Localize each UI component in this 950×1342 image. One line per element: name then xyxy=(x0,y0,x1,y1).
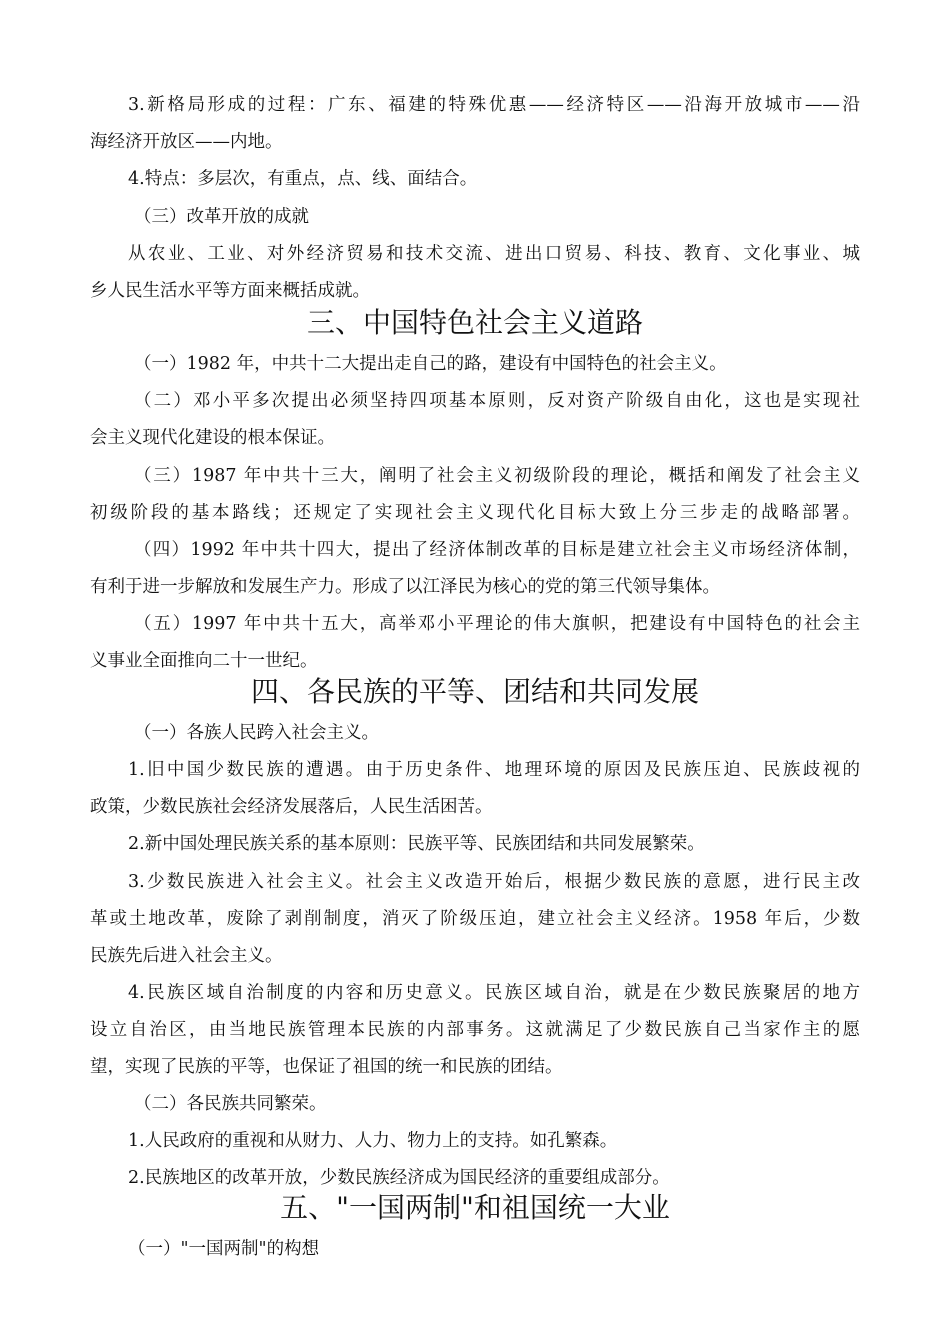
section-heading-4: 四、各民族的平等、团结和共同发展 xyxy=(250,675,699,708)
section-subheading: （一）"一国两制"的构想 xyxy=(128,1239,320,1259)
paragraph-line: 设立自治区，由当地民族管理本民族的内部事务。这就满足了少数民族自己当家作主的愿 xyxy=(90,1020,860,1040)
paragraph-line: 1.人民政府的重视和从财力、人力、物力上的支持。如孔繁森。 xyxy=(128,1131,618,1151)
paragraph-line: 义事业全面推向二十一世纪。 xyxy=(90,651,318,671)
section-subheading: （一）各族人民跨入社会主义。 xyxy=(134,723,379,743)
section-heading-5: 五、"一国两制"和祖国统一大业 xyxy=(280,1191,670,1224)
paragraph-line: 革或土地改革，废除了剥削制度，消灭了阶级压迫，建立社会主义经济。1958 年后，少数 xyxy=(90,909,860,929)
paragraph-line: 初级阶段的基本路线；还规定了实现社会主义现代化目标大致上分三步走的战略部署。 xyxy=(90,503,860,523)
paragraph-line: 有利于进一步解放和发展生产力。形成了以江泽民为核心的党的第三代领导集体。 xyxy=(90,577,720,597)
paragraph-line: （二）邓小平多次提出必须坚持四项基本原则，反对资产阶级自由化，这也是实现社 xyxy=(134,391,860,411)
paragraph-line: 4.特点：多层次，有重点，点、线、面结合。 xyxy=(128,169,478,189)
paragraph-line: （三）1987 年中共十三大，阐明了社会主义初级阶段的理论，概括和阐发了社会主义 xyxy=(134,466,860,486)
paragraph-line: 海经济开放区——内地。 xyxy=(90,132,283,152)
paragraph-line: 会主义现代化建设的根本保证。 xyxy=(90,428,335,448)
paragraph-line: 3.少数民族进入社会主义。社会主义改造开始后，根据少数民族的意愿，进行民主改 xyxy=(128,872,860,892)
paragraph-line: 3.新格局形成的过程：广东、福建的特殊优惠——经济特区——沿海开放城市——沿 xyxy=(128,95,860,115)
paragraph-line: 从农业、工业、对外经济贸易和技术交流、进出口贸易、科技、教育、文化事业、城 xyxy=(128,244,860,264)
section-subheading: （二）各民族共同繁荣。 xyxy=(134,1094,327,1114)
section-heading-3: 三、中国特色社会主义道路 xyxy=(306,306,643,339)
paragraph-line: 2.民族地区的改革开放，少数民族经济成为国民经济的重要组成部分。 xyxy=(128,1168,670,1188)
paragraph-line: 乡人民生活水平等方面来概括成就。 xyxy=(90,281,370,301)
paragraph-line: 4.民族区域自治制度的内容和历史意义。民族区域自治，就是在少数民族聚居的地方 xyxy=(128,983,860,1003)
paragraph-line: （一）1982 年，中共十二大提出走自己的路，建设有中国特色的社会主义。 xyxy=(134,354,727,374)
paragraph-line: 1.旧中国少数民族的遭遇。由于历史条件、地理环境的原因及民族压迫、民族歧视的 xyxy=(128,760,860,780)
paragraph-line: 望，实现了民族的平等，也保证了祖国的统一和民族的团结。 xyxy=(90,1057,563,1077)
paragraph-line: 民族先后进入社会主义。 xyxy=(90,946,283,966)
section-subheading: （三）改革开放的成就 xyxy=(134,207,309,227)
paragraph-line: 政策，少数民族社会经济发展落后，人民生活困苦。 xyxy=(90,797,493,817)
paragraph-line: （四）1992 年中共十四大，提出了经济体制改革的目标是建立社会主义市场经济体制， xyxy=(134,540,860,560)
paragraph-line: （五）1997 年中共十五大，高举邓小平理论的伟大旗帜，把建设有中国特色的社会主 xyxy=(134,614,860,634)
paragraph-line: 2.新中国处理民族关系的基本原则：民族平等、民族团结和共同发展繁荣。 xyxy=(128,834,705,854)
